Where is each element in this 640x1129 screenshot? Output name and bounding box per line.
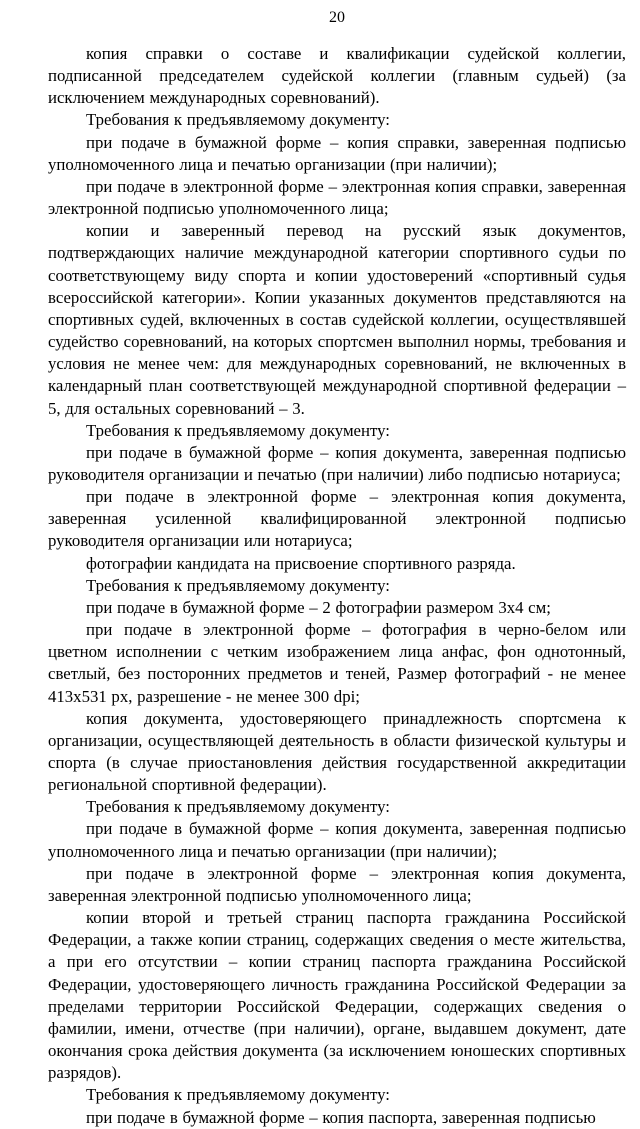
paragraph: при подаче в электронной форме – фотография в черно-белом или цветном исполнении с четким изображением лица анфас, фон однотонный, светлый, без посторонних предметов и теней, Размер фотографий - не менее 413х531 px, разрешение - не менее 300 dpi;: [48, 620, 626, 706]
paragraph: копии второй и третьей страниц паспорта гражданина Российской Федерации, а также копии страниц, содержащих сведения о месте жительства, а при его отсутствии – копии страниц паспорта гражданина Российской Федерации, удостоверяющего личность гражданина Российской Федерации за пределами территории Российской Федерации, содержащих сведения о фамилии, имени, отчестве (при наличии), органе, выдавшем документ, дате окончания срока действия документа (за исключением юношеских спортивных разрядов).: [48, 908, 626, 1083]
paragraph: копия документа, удостоверяющего принадлежность спортсмена к организации, осуществляющей деятельность в области физической культуры и спорта (в случае приостановления действия государственной аккредитации региональной спортивной федерации).: [48, 708, 626, 795]
paragraph: копия справки о составе и квалификации судейской коллегии, подписанной председателем судейской коллегии (главным судьей) (за исключением международных соревнований).: [48, 44, 626, 108]
paragraph: копии и заверенный перевод на русский язык документов, подтверждающих наличие международной категории спортивного судьи по соответствующему виду спорта и копии удостоверений «спортивный судья всероссийской категории». Копии указанных документов представляются на спортивных судей, включенных в состав судейской коллегии, осуществлявшей судейство соревнований, на которых спортсмен выполнил нормы, требования и условия не менее чем: для международных соревнований, не включенных в календарный план соответствующей международной спортивной федерации – 5, для остальных соревнований – 3.: [48, 221, 626, 418]
paragraph: при подаче в бумажной форме – копия паспорта, заверенная подписью: [86, 1107, 596, 1127]
paragraph: при подаче в электронной форме – электронная копия документа, заверенная усиленной квалифицированной электронной подписью руководителя организации или нотариуса;: [48, 487, 626, 551]
paragraph: при подаче в бумажной форме – копия документа, заверенная подписью руководителя организации и печатью (при наличии) либо подписью нотариуса;: [48, 442, 626, 484]
paragraph: при подаче в бумажной форме – 2 фотографии размером 3х4 см;: [86, 597, 551, 617]
paragraph: при подаче в электронной форме – электронная копия документа, заверенная электронной подписью уполномоченного лица;: [48, 863, 626, 905]
paragraph: Требования к предъявляемому документу:: [86, 420, 390, 440]
document-body: [48, 43, 626, 1129]
paragraph: фотографии кандидата на присвоение спортивного разряда.: [86, 553, 516, 573]
paragraph: Требования к предъявляемому документу:: [86, 1085, 390, 1105]
paragraph: при подаче в бумажной форме – копия справки, заверенная подписью уполномоченного лица и печатью организации (при наличии);: [48, 132, 626, 174]
paragraph: Требования к предъявляемому документу:: [86, 110, 390, 130]
paragraph: при подаче в бумажной форме – копия документа, заверенная подписью уполномоченного лица и печатью организации (при наличии);: [48, 819, 626, 861]
paragraph: Требования к предъявляемому документу:: [86, 575, 390, 595]
paragraph: Требования к предъявляемому документу:: [86, 797, 390, 817]
page-number: 20: [329, 9, 345, 26]
paragraph: при подаче в электронной форме – электронная копия справки, заверенная электронной подписью уполномоченного лица;: [48, 176, 626, 219]
